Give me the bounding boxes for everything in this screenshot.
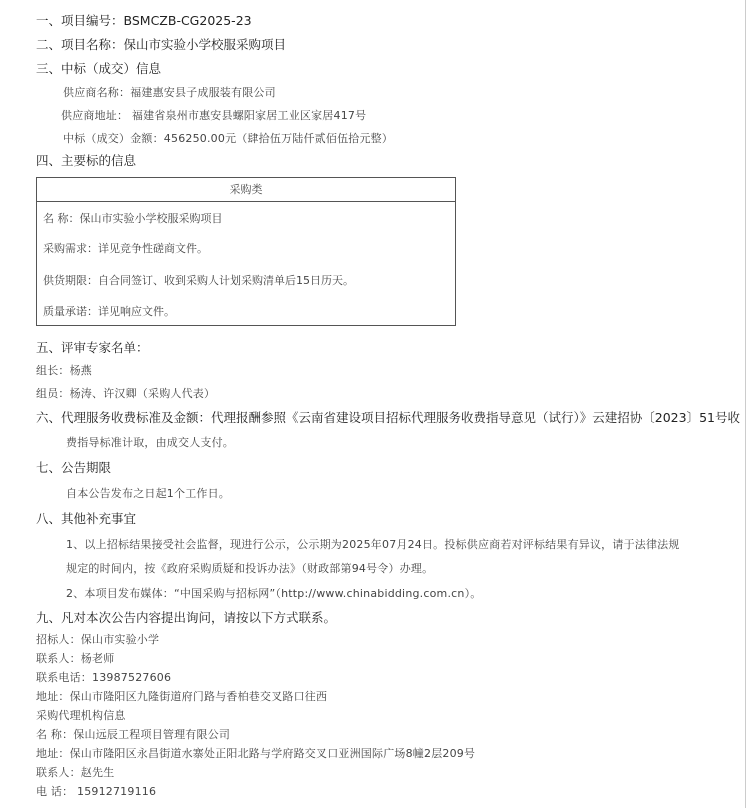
supplier-name: 供应商名称：福建惠安县子成服装有限公司	[63, 86, 276, 99]
other-item-2: 2、本项目发布媒体：“中国采购与招标网”（http://www.chinabidding.com.cn）。	[66, 587, 482, 600]
buyer-name: 招标人：保山市实验小学	[36, 633, 160, 646]
table-header: 采购类	[37, 178, 455, 202]
subject-info-table	[36, 177, 456, 326]
project-name: 二、项目名称：保山市实验小学校服采购项目	[36, 37, 287, 52]
project-number: 一、项目编号：BSMCZB-CG2025-23	[36, 13, 252, 28]
section-main-subject-heading: 四、主要标的信息	[36, 153, 137, 168]
period-text: 自本公告发布之日起1个工作日。	[66, 487, 230, 500]
agency-name: 名 称：保山远辰工程项目管理有限公司	[36, 728, 231, 741]
agency-address: 地址：保山市隆阳区永昌街道水寨处正阳北路与学府路交叉口亚洲国际广场8幢2层209号	[36, 747, 476, 760]
expert-leader: 组长：杨燕	[36, 364, 92, 377]
section-contact-heading: 九、凡对本次公告内容提出询问，请按以下方式联系。	[36, 610, 337, 625]
buyer-phone: 联系电话：13987527606	[36, 671, 172, 684]
other-item-1-line-1: 1、以上招标结果接受社会监督，现进行公示，公示期为2025年07月24日。投标供应商若对评标结果有异议，请于法律法规	[66, 538, 680, 551]
table-row-delivery: 供货期限：自合同签订、收到采购人计划采购清单后15日历天。	[43, 274, 354, 287]
agency-phone: 电 话： 15912719116	[36, 785, 157, 798]
table-row-requirement: 采购需求：详见竞争性磋商文件。	[43, 242, 208, 255]
expert-members: 组员：杨涛、许汉卿（采购人代表）	[36, 387, 216, 400]
other-item-1-line-2: 规定的时间内，按《政府采购质疑和投诉办法》（财政部第94号令）办理。	[66, 562, 434, 575]
section-experts-heading: 五、评审专家名单：	[36, 340, 149, 355]
fee-line-1: 六、代理服务收费标准及金额：代理报酬参照《云南省建设项目招标代理服务收费指导意见（试行）》云建招协〔2023〕51号收	[36, 410, 740, 425]
table-row-name: 名 称：保山市实验小学校服采购项目	[43, 212, 223, 225]
buyer-address: 地址：保山市隆阳区九隆街道府门路与香柏巷交叉路口往西	[36, 690, 328, 703]
award-amount: 中标（成交）金额：456250.00元（肆拾伍万陆仟贰佰伍拾元整）	[63, 132, 394, 145]
section-period-heading: 七、公告期限	[36, 460, 112, 475]
section-other-heading: 八、其他补充事宜	[36, 511, 137, 526]
buyer-contact-person: 联系人：杨老师	[36, 652, 115, 665]
agency-info-heading: 采购代理机构信息	[36, 709, 126, 722]
fee-line-2: 费指导标准计取，由成交人支付。	[66, 436, 234, 449]
agency-contact-person: 联系人：赵先生	[36, 766, 115, 779]
supplier-address: 供应商地址： 福建省泉州市惠安县螺阳家居工业区家居417号	[61, 109, 367, 122]
section-award-info-heading: 三、中标（成交）信息	[36, 61, 162, 76]
table-row-quality: 质量承诺：详见响应文件。	[43, 305, 175, 318]
